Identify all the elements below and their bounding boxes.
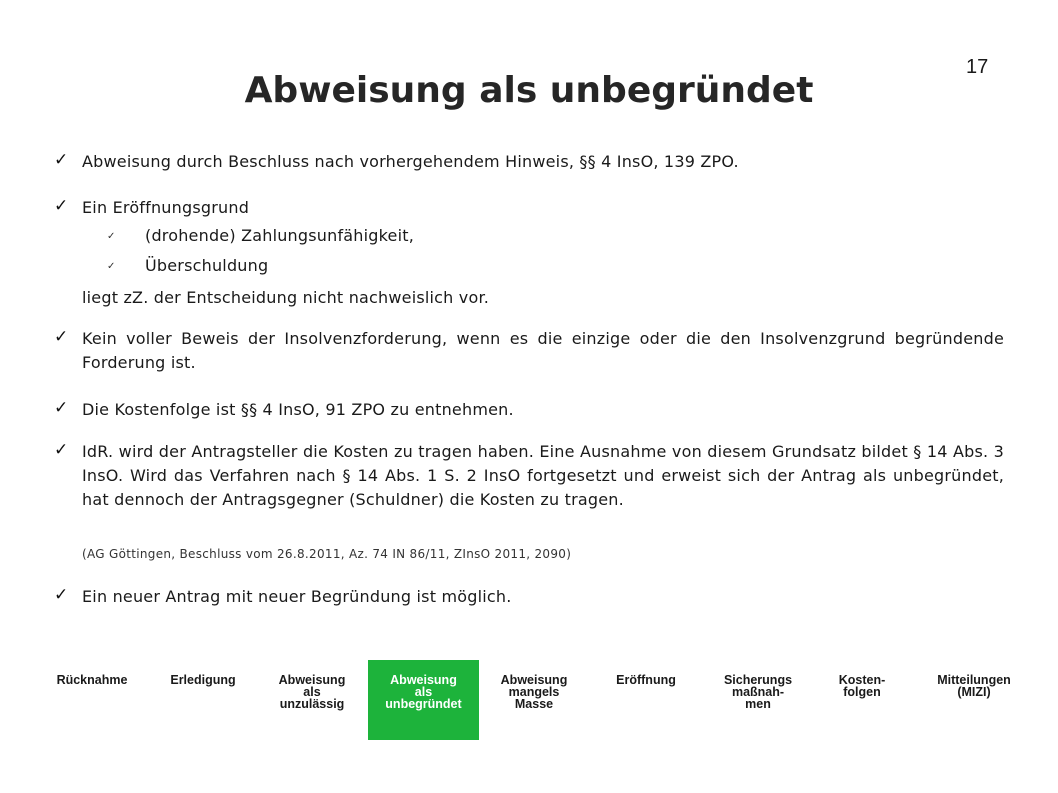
check-icon: ✓ (54, 327, 69, 347)
check-icon: ✓ (54, 398, 69, 418)
bullet-beschluss: Abweisung durch Beschluss nach vorhergehendem Hinweis, §§ 4 InsO, 139 ZPO. (82, 152, 739, 171)
citation: (AG Göttingen, Beschluss vom 26.8.2011, Az. 74 IN 86/11, ZInsO 2011, 2090) (82, 547, 572, 561)
sub-bullet-zahlungsunfaehigkeit: (drohende) Zahlungsunfähigkeit, (145, 226, 414, 245)
nav-item-1[interactable]: Rücknahme (56, 673, 128, 687)
check-icon: ✓ (54, 440, 69, 460)
bullet-eroeffnungsgrund: Ein Eröffnungsgrund (82, 198, 250, 217)
check-icon: ✓ (54, 585, 69, 605)
bullet-neuer-antrag: Ein neuer Antrag mit neuer Begründung ist möglich. (82, 587, 512, 606)
check-icon: ✓ (54, 196, 69, 216)
bullet-kostentragung: IdR. wird der Antragsteller die Kosten zu tragen haben. Eine Ausnahme von diesem Grundsatz bildet § 14 Abs. 3 InsO. Wird das Verfahren nach § 14 Abs. 1 S. 2 InsO fortgesetzt und erweist sich der Antrag als unbegründet, hat dennoch der Antragsgegner (Schuldner) die Kosten zu tragen. (82, 442, 1004, 509)
bullet-beweis: Kein voller Beweis der Insolvenzforderung, wenn es die einzige oder die den Insolvenzgrund begründende Forderung ist. (82, 329, 1004, 372)
bullet-kostenfolge: Die Kostenfolge ist §§ 4 InsO, 91 ZPO zu entnehmen. (82, 400, 514, 419)
check-icon: ✓ (54, 150, 69, 170)
nav-item-9[interactable]: Mitteilungen (MIZI) (937, 673, 1011, 699)
section-navigation (38, 660, 1038, 740)
nav-item-5[interactable]: Abweisung mangels Masse (500, 673, 568, 711)
page-title: Abweisung als unbegründet (244, 70, 814, 111)
nav-item-6[interactable]: Eröffnung (616, 673, 676, 687)
check-icon: ✓ (107, 261, 116, 272)
nav-item-4[interactable]: Abweisung als unbegründet (368, 660, 479, 740)
nav-item-2[interactable]: Erledigung (170, 673, 236, 687)
bullet-tail: liegt zZ. der Entscheidung nicht nachweislich vor. (82, 288, 490, 307)
nav-item-8[interactable]: Kosten- folgen (838, 673, 886, 699)
nav-item-3[interactable]: Abweisung als unzulässig (278, 673, 346, 711)
sub-bullet-ueberschuldung: Überschuldung (145, 256, 269, 275)
page-number: 17 (966, 56, 989, 78)
check-icon: ✓ (107, 231, 116, 242)
nav-item-7[interactable]: Sicherungs maßnah- men (723, 673, 793, 711)
